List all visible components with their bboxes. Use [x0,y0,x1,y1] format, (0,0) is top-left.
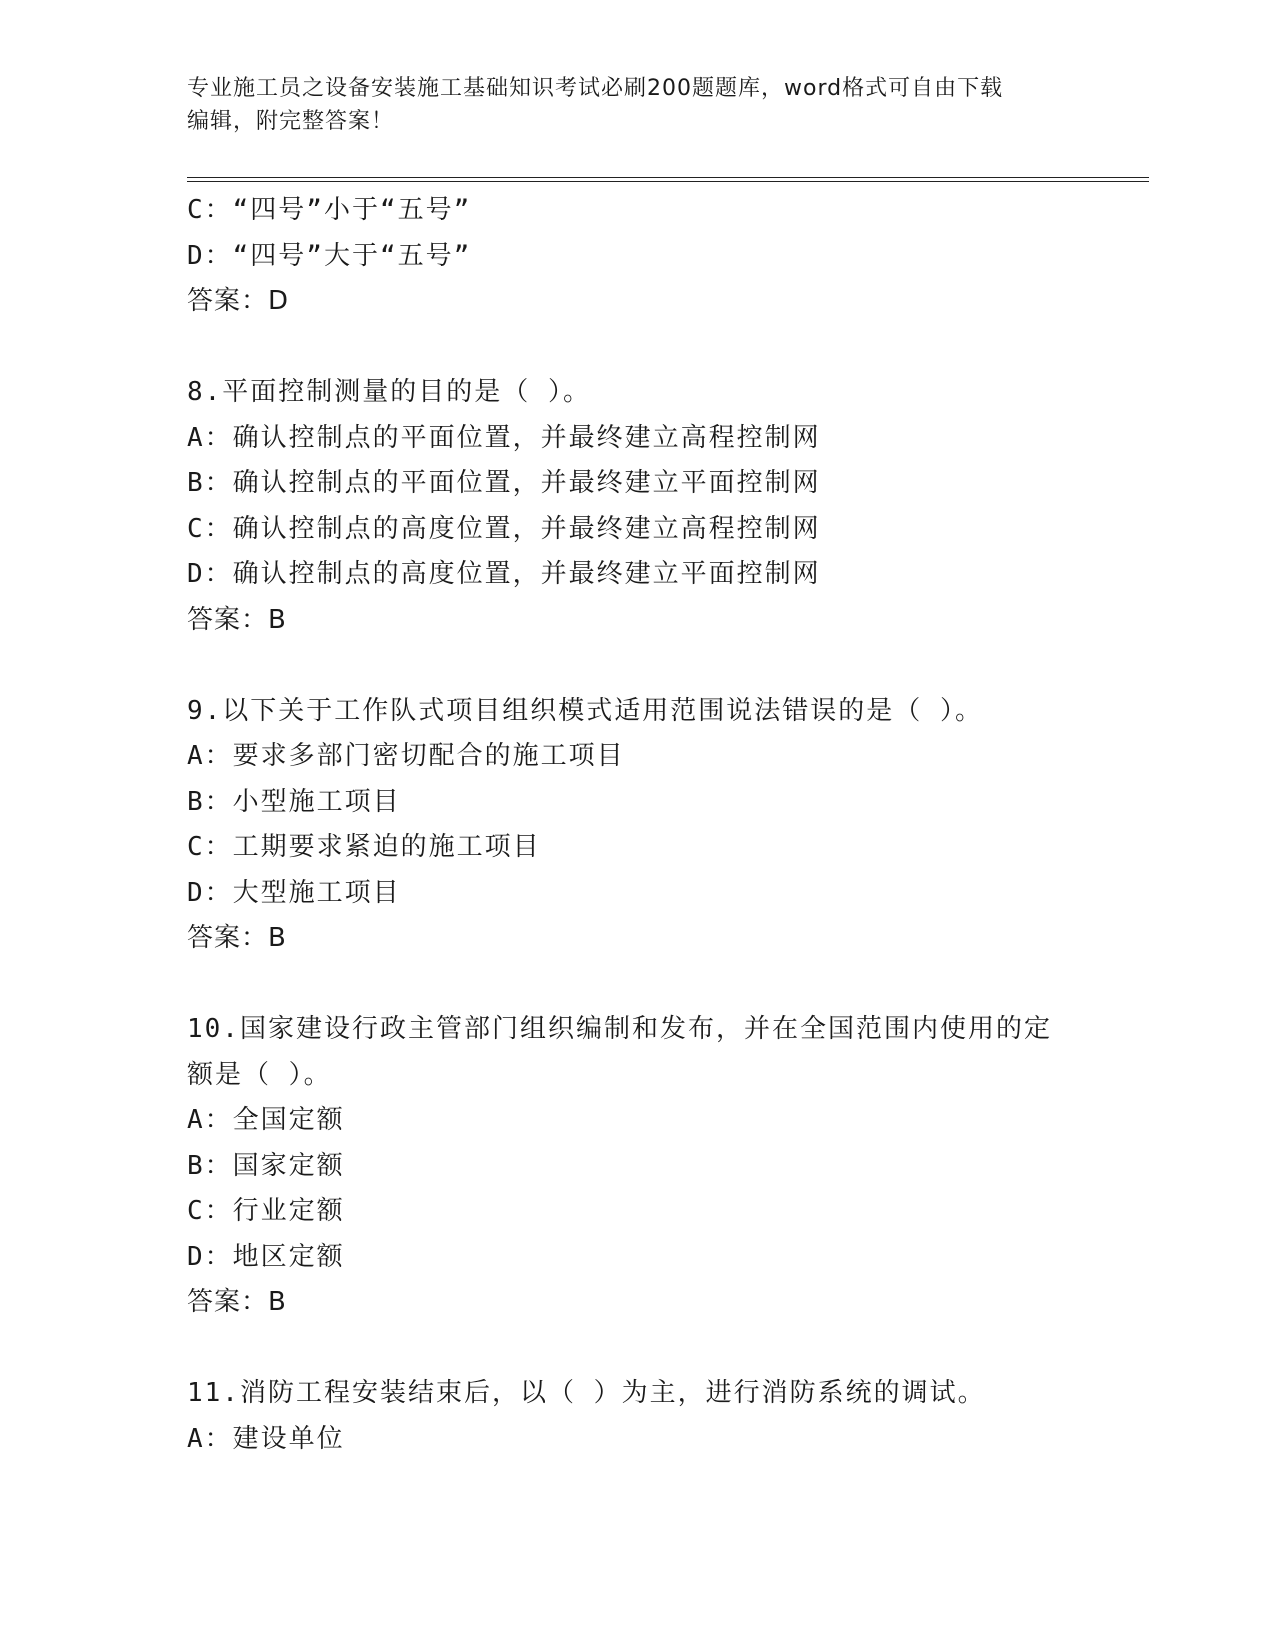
option-b: B：确认控制点的平面位置，并最终建立平面控制网 [187,468,821,498]
spacer [187,962,1087,1008]
option-d: D：大型施工项目 [187,877,401,908]
option-a: A：要求多部门密切配合的施工项目 [187,741,625,771]
option-d: D：“四号”大于“五号” [187,240,472,271]
question-stem: 8.平面控制测量的目的是（ ）。 [187,377,591,407]
question-11 [187,1371,1087,1462]
question-7 [187,188,1087,325]
question-10 [187,1007,1087,1326]
document-header [187,72,1087,138]
answer: 答案：B [187,923,287,953]
header-title-line-2: 编辑，附完整答案！ [187,109,395,134]
option-c: C：行业定额 [187,1196,345,1226]
option-b: B：国家定额 [187,1150,345,1181]
option-d: D：地区定额 [187,1241,345,1272]
option-c: C：工期要求紧迫的施工项目 [187,832,541,862]
question-9 [187,689,1087,962]
spacer [187,643,1087,689]
option-a: A：确认控制点的平面位置，并最终建立高程控制网 [187,422,821,453]
spacer [187,1326,1087,1372]
option-a: A：全国定额 [187,1105,345,1135]
question-8 [187,370,1087,643]
answer: 答案：B [187,604,287,635]
question-stem: 10.国家建设行政主管部门组织编制和发布，并在全国范围内使用的定 [187,1014,1052,1044]
option-d: D：确认控制点的高度位置，并最终建立平面控制网 [187,559,821,589]
answer: 答案：B [187,1287,287,1317]
question-stem-continued: 额是（ ）。 [187,1059,332,1090]
option-c: C：“四号”小于“五号” [187,195,472,225]
question-stem: 9.以下关于工作队式项目组织模式适用范围说法错误的是（ ）。 [187,695,983,726]
spacer [187,325,1087,371]
option-a: A：建设单位 [187,1423,345,1454]
question-stem: 11.消防工程安装结束后，以（ ）为主，进行消防系统的调试。 [187,1378,986,1408]
option-b: B：小型施工项目 [187,786,401,817]
question-list [187,188,1087,1462]
header-title-line-1: 专业施工员之设备安装施工基础知识考试必刷200题题库，word格式可自由下载 [187,76,1004,101]
answer: 答案：D [187,286,290,316]
header-divider [187,177,1149,182]
option-c: C：确认控制点的高度位置，并最终建立高程控制网 [187,513,821,544]
